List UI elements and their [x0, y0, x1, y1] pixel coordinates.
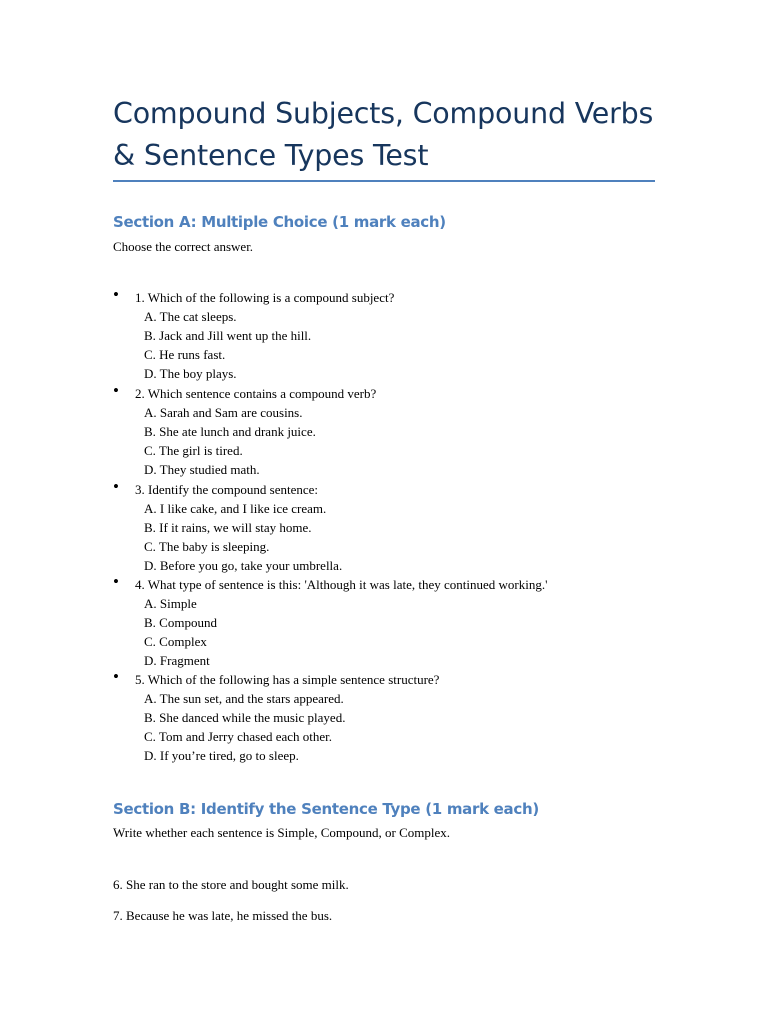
- option-b: B. She danced while the music played.: [144, 710, 346, 725]
- section-b-item-6: 6. She ran to the store and bought some milk.: [113, 877, 349, 892]
- bullet-icon: •: [113, 667, 119, 686]
- option-c: C. The girl is tired.: [144, 443, 243, 458]
- option-b: B. If it rains, we will stay home.: [144, 520, 312, 535]
- option-a: A. The sun set, and the stars appeared.: [144, 691, 344, 706]
- section-a-heading: Section A: Multiple Choice (1 mark each): [113, 213, 446, 231]
- question-text: 2. Which sentence contains a compound verb?: [135, 386, 377, 401]
- bullet-icon: •: [113, 477, 119, 496]
- title-line-2: & Sentence Types Test: [113, 139, 429, 172]
- section-b-instruction: Write whether each sentence is Simple, Compound, or Complex.: [113, 825, 451, 840]
- option-a: A. The cat sleeps.: [144, 309, 237, 324]
- section-b-item-7: 7. Because he was late, he missed the bus.: [113, 908, 333, 923]
- option-b: B. Jack and Jill went up the hill.: [144, 328, 312, 343]
- option-d: D. Fragment: [144, 653, 210, 668]
- option-b: B. Compound: [144, 615, 217, 630]
- title-underline: [113, 180, 655, 182]
- option-c: C. Complex: [144, 634, 207, 649]
- option-d: D. The boy plays.: [144, 366, 237, 381]
- option-a: A. Sarah and Sam are cousins.: [144, 405, 303, 420]
- bullet-icon: •: [113, 381, 119, 400]
- document-title: [113, 93, 658, 177]
- option-c: C. He runs fast.: [144, 347, 226, 362]
- option-a: A. I like cake, and I like ice cream.: [144, 501, 327, 516]
- option-a: A. Simple: [144, 596, 197, 611]
- option-c: C. The baby is sleeping.: [144, 539, 270, 554]
- section-a-instruction: Choose the correct answer.: [113, 239, 254, 254]
- question-text: 3. Identify the compound sentence:: [135, 482, 319, 497]
- option-b: B. She ate lunch and drank juice.: [144, 424, 316, 439]
- option-c: C. Tom and Jerry chased each other.: [144, 729, 333, 744]
- section-b-heading: Section B: Identify the Sentence Type (1 mark each): [113, 800, 539, 818]
- question-text: 1. Which of the following is a compound subject?: [135, 290, 395, 305]
- option-d: D. If you’re tired, go to sleep.: [144, 748, 299, 763]
- title-line-1: Compound Subjects, Compound Verbs: [113, 97, 654, 130]
- option-d: D. Before you go, take your umbrella.: [144, 558, 343, 573]
- question-text: 5. Which of the following has a simple sentence structure?: [135, 672, 440, 687]
- bullet-icon: •: [113, 285, 119, 304]
- question-text: 4. What type of sentence is this: 'Although it was late, they continued working.': [135, 577, 548, 592]
- bullet-icon: •: [113, 572, 119, 591]
- option-d: D. They studied math.: [144, 462, 260, 477]
